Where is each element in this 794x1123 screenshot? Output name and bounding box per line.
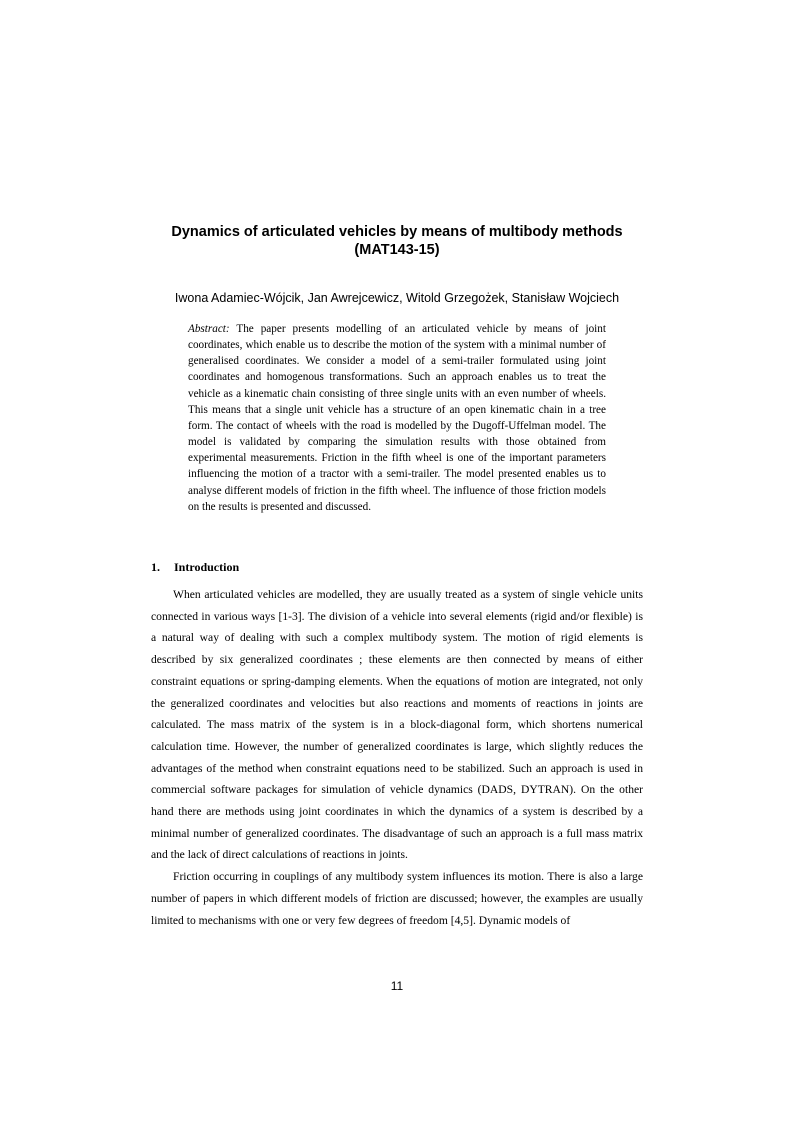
section-heading bbox=[151, 559, 239, 575]
section-title: Introduction bbox=[174, 560, 240, 574]
body-paragraph: When articulated vehicles are modelled, they are usually treated as a system of single vehicle units connected in various ways [1-3]. The division of a vehicle into several elements (rigid and/or flexible) is a natural way of dealing with such a complex multibody system. The motion of rigid elements is described by six generalized coordinates ; these elements are then connected by means of either constraint equations or spring-damping elements. When the equations of motion are integrated, not only the generalized coordinates and velocities but also reactions and moments of reactions in joints are calculated. The mass matrix of the system is in a block-diagonal form, which shortens numerical calculation time. However, the number of generalized coordinates is large, which slightly reduces the advantages of the method when constraint equations need to be stabilized. Such an approach is used in commercial software packages for simulation of vehicle dynamics (DADS, DYTRAN). On the other hand there are methods using joint coordinates in which the dynamics of a system is described by a minimal number of generalized coordinates. The disadvantage of such an approach is a full mass matrix and the lack of direct calculations of reactions in joints. bbox=[151, 588, 643, 862]
paper-title bbox=[100, 223, 694, 259]
paper-title-line-1: Dynamics of articulated vehicles by means of multibody methods bbox=[171, 224, 623, 240]
section-number: 1. bbox=[151, 560, 160, 574]
author-list: Iwona Adamiec-Wójcik, Jan Awrejcewicz, Witold Grzegożek, Stanisław Wojciech bbox=[174, 291, 620, 305]
body-text bbox=[151, 584, 643, 931]
paper-title-line-2: (MAT143-15) bbox=[354, 242, 440, 258]
abstract bbox=[188, 321, 606, 515]
abstract-text: The paper presents modelling of an articulated vehicle by means of joint coordinates, which enable us to describe the motion of the system with a minimal number of generalised coordinates. We consider a model of a semi-trailer formulated using joint coordinates and homogenous transformations. Such an approach enables us to treat the vehicle as a kinematic chain consisting of three single units with an even number of wheels. This means that a single unit vehicle has a structure of an open kinematic chain in a tree form. The contact of wheels with the road is modelled by the Dugoff-Uffelman model. The model is validated by comparing the simulation results with those obtained from experimental measurements. Friction in the fifth wheel is one of the important parameters influencing the motion of a tractor with a semi-trailer. The model presented enables us to analyse different models of friction in the fifth wheel. The influence of those friction models on the results is presented and discussed. bbox=[188, 323, 606, 513]
abstract-label: Abstract: bbox=[188, 323, 230, 335]
page-number: 11 bbox=[390, 979, 404, 993]
body-paragraph: Friction occurring in couplings of any multibody system influences its motion. There is also a large number of papers in which different models of friction are discussed; however, the examples are usually limited to mechanisms with one or very few degrees of freedom [4,5]. Dynamic models of bbox=[151, 870, 643, 927]
